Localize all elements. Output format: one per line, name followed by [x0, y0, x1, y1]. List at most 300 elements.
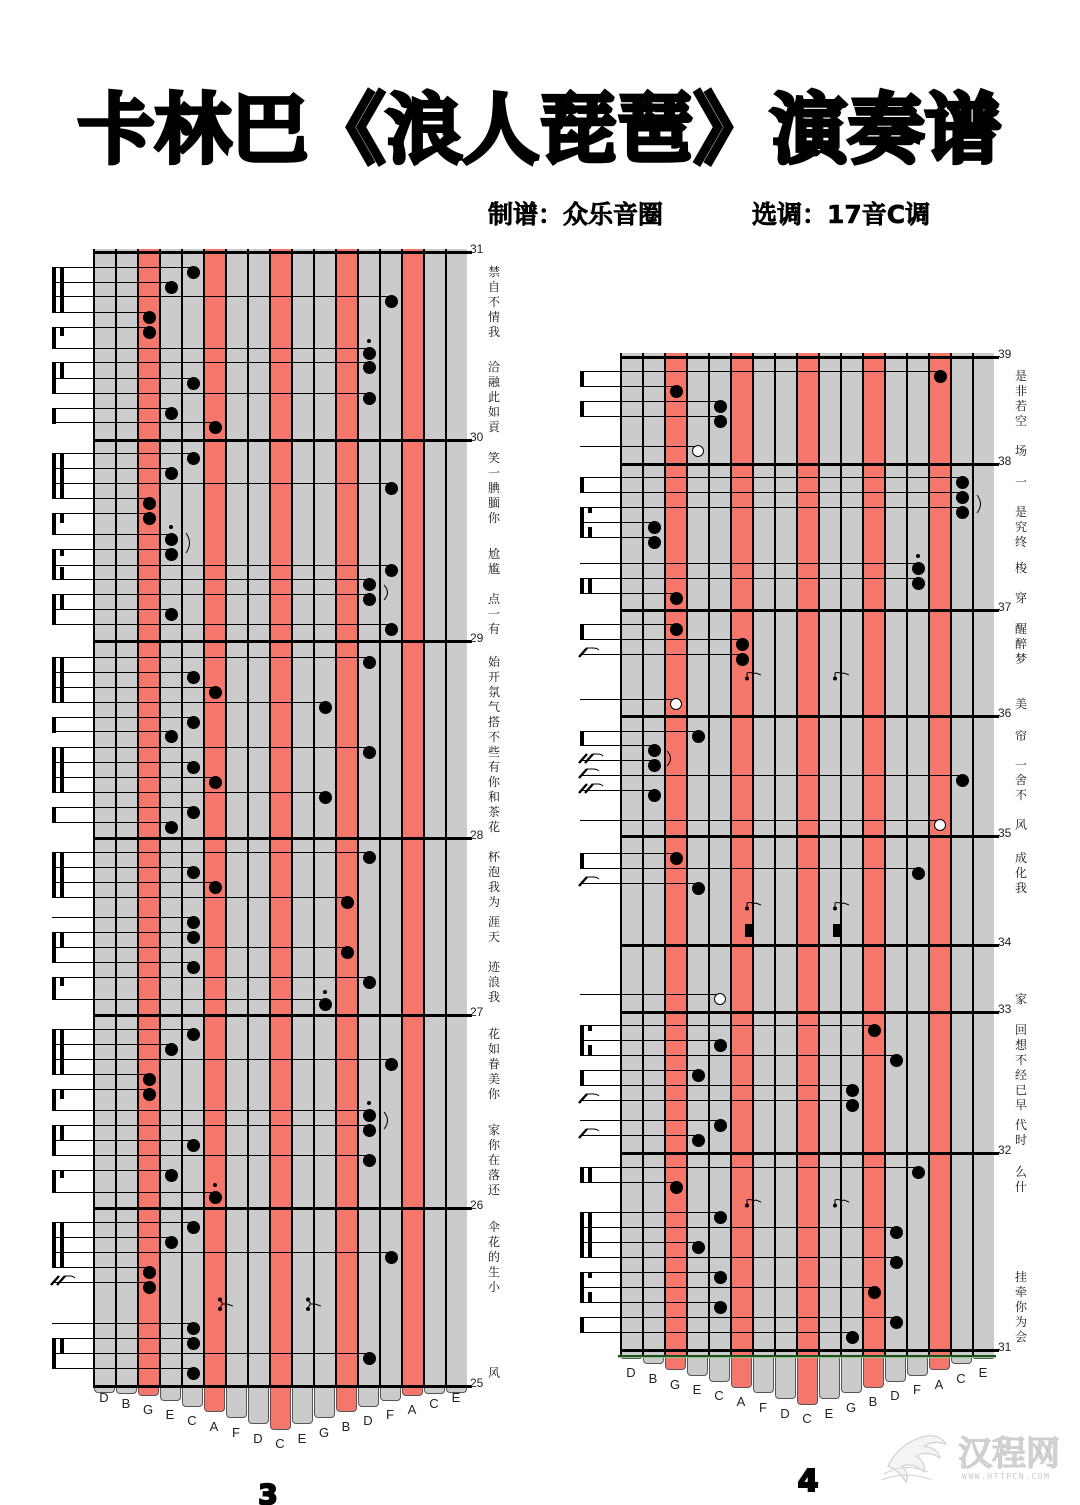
note-stem: [580, 1287, 871, 1288]
lyric-char: 始: [487, 655, 500, 669]
note-stem: [580, 477, 959, 478]
lyric-char: 帘: [1014, 729, 1027, 743]
arranger-credit: 制谱：众乐音圈: [488, 200, 664, 229]
lyric-char: 早: [1014, 1098, 1027, 1112]
lyric-char: 涯: [487, 915, 500, 929]
lyric-char: 穿: [1014, 591, 1027, 605]
lyric-char: 为: [1014, 1315, 1027, 1329]
lyric-char: 情: [487, 310, 500, 324]
key-label-d: D: [780, 1405, 790, 1421]
measure-number: 29: [470, 631, 484, 645]
note-c: [956, 491, 969, 504]
lyric-char: 茶: [487, 805, 500, 819]
rhythm-beam: [580, 477, 584, 493]
note-f: [912, 1166, 925, 1179]
lyric-char: 风: [1014, 818, 1027, 832]
rhythm-beam: [580, 1025, 584, 1056]
lyric-char: 腆: [487, 481, 500, 495]
high-octave-dot: [916, 554, 920, 558]
key-label-a: A: [934, 1376, 944, 1392]
lyric-char: 家: [1014, 992, 1027, 1006]
lyric-char: 融: [487, 375, 500, 389]
rhythm-beam: [580, 853, 584, 869]
note-e: [692, 1069, 705, 1082]
rhythm-beam-secondary: [588, 527, 592, 538]
key-label-f: F: [913, 1382, 921, 1398]
kalimba-bridge: [618, 1355, 996, 1358]
tab-column-c: [950, 353, 972, 1357]
measure-number: 26: [470, 1198, 484, 1212]
eighth-rest-icon: [832, 897, 850, 908]
note-stem: [580, 1085, 849, 1086]
kalimba-tine-d: [885, 1357, 906, 1382]
rhythm-beam: [580, 401, 584, 417]
lyric-char: 你: [487, 511, 500, 525]
measure-number: 37: [998, 600, 1012, 614]
lyric-char: 我: [487, 325, 500, 339]
half-note-c: [714, 993, 726, 1005]
note-e: [692, 1241, 705, 1254]
rhythm-beam-secondary: [588, 1025, 592, 1031]
rhythm-beam-secondary: [588, 1292, 592, 1303]
lyric-char: 代: [1014, 1118, 1027, 1132]
note-c: [714, 1211, 727, 1224]
key-label-c: C: [275, 1436, 285, 1452]
key-label-c: C: [187, 1413, 197, 1429]
kalimba-tine-g: [665, 1357, 686, 1370]
lyric-char: 浪: [487, 975, 500, 989]
lyric-char: 不: [1014, 788, 1027, 802]
eighth-rest-icon: [832, 667, 850, 678]
key-label-e: E: [165, 1407, 175, 1423]
note-stem: [580, 578, 915, 579]
lyric-char: 尬: [487, 547, 500, 561]
note-stem: [580, 1332, 849, 1333]
key-label-b: B: [868, 1394, 878, 1409]
lyric-char: 此: [487, 390, 500, 404]
note-g: [846, 1084, 859, 1097]
note-c: [714, 415, 727, 428]
kalimba-tine-c: [709, 1357, 730, 1382]
measure-line: [620, 944, 999, 947]
key-label-c: C: [802, 1411, 812, 1427]
watermark-url: WWW.HTTPCN.COM: [962, 1472, 1051, 1481]
note-b: [868, 1286, 881, 1299]
key-label-b: B: [341, 1419, 351, 1434]
note-c: [714, 1301, 727, 1314]
key-label-a: A: [407, 1401, 417, 1417]
measure-number: 31: [998, 1340, 1012, 1354]
note-stem: [580, 593, 673, 594]
note-stem: [580, 1257, 893, 1258]
measure-line: [620, 463, 999, 466]
lyric-char: 空: [1014, 414, 1027, 428]
note-stem: [580, 1212, 717, 1213]
lyric-char: 场: [1014, 444, 1027, 458]
kalimba-tine-c: [951, 1357, 972, 1364]
note-stem: [580, 853, 673, 854]
note-g: [846, 1331, 859, 1344]
note-stem: [580, 1167, 915, 1168]
measure-number: 36: [998, 706, 1012, 720]
tab-column-f: [906, 353, 928, 1357]
lyric-char: 小: [487, 1280, 500, 1294]
lyric-char: 成: [1014, 851, 1027, 865]
lyric-char: 杯: [487, 850, 500, 864]
note-stem: [580, 745, 651, 746]
lyric-char: 风: [487, 1366, 500, 1380]
key-label-f: F: [759, 1399, 767, 1415]
lyric-char: 花: [487, 1235, 500, 1249]
measure-line: [620, 835, 999, 838]
note-c: [956, 774, 969, 787]
lyric-char: 回: [1014, 1023, 1027, 1037]
lyric-char: 一: [1014, 758, 1027, 772]
note-stem: [580, 699, 673, 700]
lyric-char: 美: [487, 1072, 500, 1086]
lyric-char: 貢: [487, 420, 500, 434]
page-title: 卡林巴《浪人琵琶》演奏谱: [78, 85, 1002, 174]
tab-column-a: [928, 353, 950, 1357]
lyric-char: 想: [1014, 1038, 1027, 1052]
eighth-rest-icon: [832, 1194, 850, 1205]
kalimba-tine-b: [643, 1357, 664, 1364]
note-e: [692, 730, 705, 743]
measure-number: 31: [470, 242, 484, 256]
rhythm-beam: [580, 1212, 584, 1258]
key-label-a: A: [736, 1394, 746, 1409]
key-label-d: D: [890, 1388, 900, 1404]
key-label-a: A: [209, 1419, 219, 1434]
note-c: [956, 476, 969, 489]
lyric-char: 腼: [487, 496, 500, 510]
key-label-e: E: [692, 1382, 702, 1398]
lyric-char: 终: [1014, 535, 1027, 549]
note-stem: [580, 731, 695, 732]
lyric-char: 如: [487, 1042, 500, 1056]
half-rest-icon: [745, 924, 753, 937]
rhythm-beam-secondary: [588, 578, 592, 594]
key-label-e: E: [451, 1390, 461, 1405]
measure-number: 27: [470, 1005, 484, 1019]
key-label-g: G: [845, 1399, 857, 1415]
eighth-rest-icon: [744, 667, 762, 678]
note-stem: [580, 386, 673, 387]
rhythm-beam: [580, 1317, 584, 1333]
rhythm-beam: [580, 507, 584, 538]
note-stem: [580, 1040, 717, 1041]
lyric-char: 挂: [1014, 1270, 1027, 1284]
note-stem: [580, 1120, 717, 1121]
rhythm-beam: [580, 731, 584, 746]
note-g: [846, 1099, 859, 1112]
note-stem: [580, 1182, 673, 1183]
lyric-char: 舍: [1014, 773, 1027, 787]
note-b: [648, 521, 661, 534]
lyric-char: 牵: [1014, 1285, 1027, 1299]
grace-slash-icon: [577, 872, 605, 884]
note-stem: [580, 775, 959, 776]
lyric-char: 自: [487, 280, 500, 294]
lyric-char: 梭: [1014, 561, 1027, 575]
lyric-char: 你: [487, 775, 500, 789]
eighth-rest-icon: [744, 897, 762, 908]
lyric-char: 美: [1014, 697, 1027, 711]
key-label-g: G: [669, 1376, 681, 1392]
kalimba-tine-a: [731, 1357, 752, 1388]
rhythm-beam: [580, 371, 584, 387]
lyric-char: 已: [1014, 1083, 1027, 1097]
note-g: [670, 592, 683, 605]
lyric-char: 什: [1014, 1180, 1027, 1194]
note-stem: [580, 371, 937, 372]
lyric-char: 花: [487, 820, 500, 834]
kalimba-tine-g: [841, 1357, 862, 1393]
lyric-char: 会: [1014, 1330, 1027, 1344]
lyric-char: 泡: [487, 865, 500, 879]
lyric-char: 天: [487, 930, 500, 944]
lyric-char: 你: [487, 1138, 500, 1152]
lyric-char: 氛: [487, 685, 500, 699]
measure-line: [620, 715, 999, 718]
rhythm-beam: [580, 1167, 584, 1183]
note-b: [648, 759, 661, 772]
watermark-name: 汉程网: [958, 1434, 1060, 1474]
note-stem: [580, 639, 739, 640]
key-label-e: E: [297, 1430, 307, 1446]
key-label-d: D: [253, 1430, 263, 1446]
tab-column-e: [686, 353, 708, 1357]
key-label-b: B: [648, 1370, 658, 1386]
measure-number: 34: [998, 935, 1012, 949]
lyric-char: 如: [487, 405, 500, 419]
note-f: [912, 867, 925, 880]
note-stem: [580, 1227, 893, 1228]
note-d: [890, 1226, 903, 1239]
measure-number: 28: [470, 828, 484, 842]
lyric-char: 开: [487, 670, 500, 684]
rhythm-beam-secondary: [588, 1212, 592, 1258]
lyric-char: 有: [487, 622, 500, 636]
note-c: [956, 506, 969, 519]
note-stem: [580, 820, 937, 821]
grace-slash-icon: [577, 643, 605, 655]
kalimba-tine-b: [863, 1357, 884, 1388]
note-stem: [580, 868, 915, 869]
eighth-rest-icon: [744, 1194, 762, 1205]
measure-number: 33: [998, 1002, 1012, 1016]
lyric-char: 生: [487, 1265, 500, 1279]
measure-line: [620, 356, 999, 359]
measure-number: 32: [998, 1143, 1012, 1157]
lyric-char: 是: [1014, 505, 1027, 519]
kalimba-tine-f: [753, 1357, 774, 1393]
note-stem: [580, 1025, 871, 1026]
page-number-right: 4: [797, 1464, 819, 1499]
key-label-c: C: [956, 1370, 966, 1386]
key-label-d: D: [99, 1390, 109, 1405]
key-label-c: C: [714, 1388, 724, 1404]
lyric-char: 不: [1014, 1053, 1027, 1067]
measure-line: [620, 1011, 999, 1014]
note-stem: [580, 1317, 893, 1318]
lyric-char: 我: [1014, 881, 1027, 895]
grace-slash-icon: [577, 1124, 605, 1136]
note-stem: [580, 994, 717, 995]
lyric-char: 经: [1014, 1068, 1027, 1082]
lyric-char: 搭: [487, 715, 500, 729]
rhythm-beam: [580, 1272, 584, 1303]
rhythm-beam-secondary: [588, 1045, 592, 1056]
note-e: [692, 882, 705, 895]
key-label-f: F: [386, 1407, 394, 1423]
note-b: [868, 1024, 881, 1037]
measure-number: 38: [998, 454, 1012, 468]
lyric-char: 花: [487, 1027, 500, 1041]
note-stem: [580, 1070, 695, 1071]
key-label-d: D: [626, 1365, 636, 1380]
lyric-char: 尴: [487, 562, 500, 576]
lyric-char: 一: [1014, 475, 1027, 489]
rhythm-beam: [580, 578, 584, 594]
measure-number: 39: [998, 347, 1012, 361]
watermark: [880, 1422, 1070, 1492]
key-label-e: E: [824, 1405, 834, 1421]
note-d: [890, 1256, 903, 1269]
rhythm-beam-secondary: [588, 1272, 592, 1278]
slur-icon: [666, 750, 674, 767]
note-d: [890, 1054, 903, 1067]
grace-slash-icon: [577, 779, 605, 791]
tab-column-c: [796, 353, 818, 1357]
lyric-char: 非: [1014, 384, 1027, 398]
note-c: [714, 400, 727, 413]
note-stem: [580, 1055, 893, 1056]
tab-column-b: [862, 353, 884, 1357]
tab-column-d: [884, 353, 906, 1357]
lyric-char: 伞: [487, 1220, 500, 1234]
note-stem: [580, 401, 717, 402]
half-rest-icon: [833, 924, 841, 937]
measure-line: [620, 609, 999, 612]
rhythm-beam: [580, 1070, 584, 1086]
lyric-char: 时: [1014, 1133, 1027, 1147]
kalimba-tine-e: [687, 1357, 708, 1376]
note-stem: [580, 1272, 717, 1273]
lyric-char: 不: [487, 295, 500, 309]
lyric-char: 是: [1014, 369, 1027, 383]
page-number-left: 3: [258, 1478, 278, 1505]
note-a: [736, 653, 749, 666]
note-stem: [580, 446, 695, 447]
lyric-char: 有: [487, 760, 500, 774]
note-e: [692, 1134, 705, 1147]
note-stem: [580, 507, 959, 508]
half-note-e: [692, 445, 704, 457]
lyric-char: 在: [487, 1153, 500, 1167]
rhythm-beam: [580, 624, 584, 640]
kalimba-tine-f: [907, 1357, 928, 1376]
lyric-char: 一: [487, 607, 500, 621]
note-stem: [580, 1100, 849, 1101]
lyric-char: 还: [487, 1183, 500, 1197]
half-note-g: [670, 698, 682, 710]
key-label-g: G: [142, 1401, 154, 1417]
note-g: [670, 1181, 683, 1194]
lyric-char: 眷: [487, 1057, 500, 1071]
lyric-char: 和: [487, 790, 500, 804]
note-c: [714, 1119, 727, 1132]
note-g: [670, 623, 683, 636]
kalimba-tine-c: [797, 1357, 818, 1405]
lyric-char: 醒: [1014, 622, 1027, 636]
note-stem: [580, 624, 673, 625]
kalimba-tine-d: [775, 1357, 796, 1399]
lyric-char: 些: [487, 745, 500, 759]
note-b: [648, 536, 661, 549]
lyric-char: 究: [1014, 520, 1027, 534]
lyric-char: 我: [487, 990, 500, 1004]
lyric-char: 迹: [487, 960, 500, 974]
note-b: [648, 789, 661, 802]
key-label-g: G: [318, 1424, 330, 1440]
rhythm-beam-secondary: [588, 1167, 592, 1183]
lyric-char: 点: [487, 592, 500, 606]
lyric-char: 化: [1014, 866, 1027, 880]
key-label-d: D: [363, 1413, 373, 1429]
note-f: [912, 577, 925, 590]
lyric-char: 若: [1014, 399, 1027, 413]
lyric-char: 一: [487, 466, 500, 480]
lyric-char: 的: [487, 1250, 500, 1264]
note-stem: [580, 1242, 695, 1243]
key-label-c: C: [429, 1395, 439, 1411]
slur-icon: [976, 494, 984, 514]
note-d: [890, 1316, 903, 1329]
note-g: [670, 852, 683, 865]
lyric-char: 落: [487, 1168, 500, 1182]
rhythm-beam-secondary: [588, 507, 592, 513]
measure-line: [620, 1349, 999, 1352]
lyric-char: 醉: [1014, 637, 1027, 651]
note-b: [648, 744, 661, 757]
lyric-char: 你: [1014, 1300, 1027, 1314]
grace-slash-icon: [577, 749, 605, 761]
note-stem: [580, 416, 717, 417]
note-f: [912, 562, 925, 575]
note-stem: [580, 1302, 717, 1303]
tab-column-d: [620, 353, 642, 1357]
kalimba-tine-e: [819, 1357, 840, 1399]
tab-column-c: [708, 353, 730, 1357]
grace-slash-icon: [577, 764, 605, 776]
tab-column-b: [642, 353, 664, 1357]
note-stem: [580, 522, 651, 523]
note-stem: [580, 563, 915, 564]
measure-number: 35: [998, 826, 1012, 840]
lyric-char: 气: [487, 700, 500, 714]
measure-number: 25: [470, 1376, 484, 1390]
lyric-char: 家: [487, 1123, 500, 1137]
measure-line: [620, 1152, 999, 1155]
key-label-e: E: [978, 1365, 988, 1380]
half-note-a: [934, 819, 946, 831]
grace-slash-icon: [577, 1089, 605, 1101]
note-g: [670, 385, 683, 398]
kalimba-tine-a: [929, 1357, 950, 1370]
watermark-logo-icon: [880, 1422, 956, 1488]
lyric-char: 禁: [487, 265, 500, 279]
